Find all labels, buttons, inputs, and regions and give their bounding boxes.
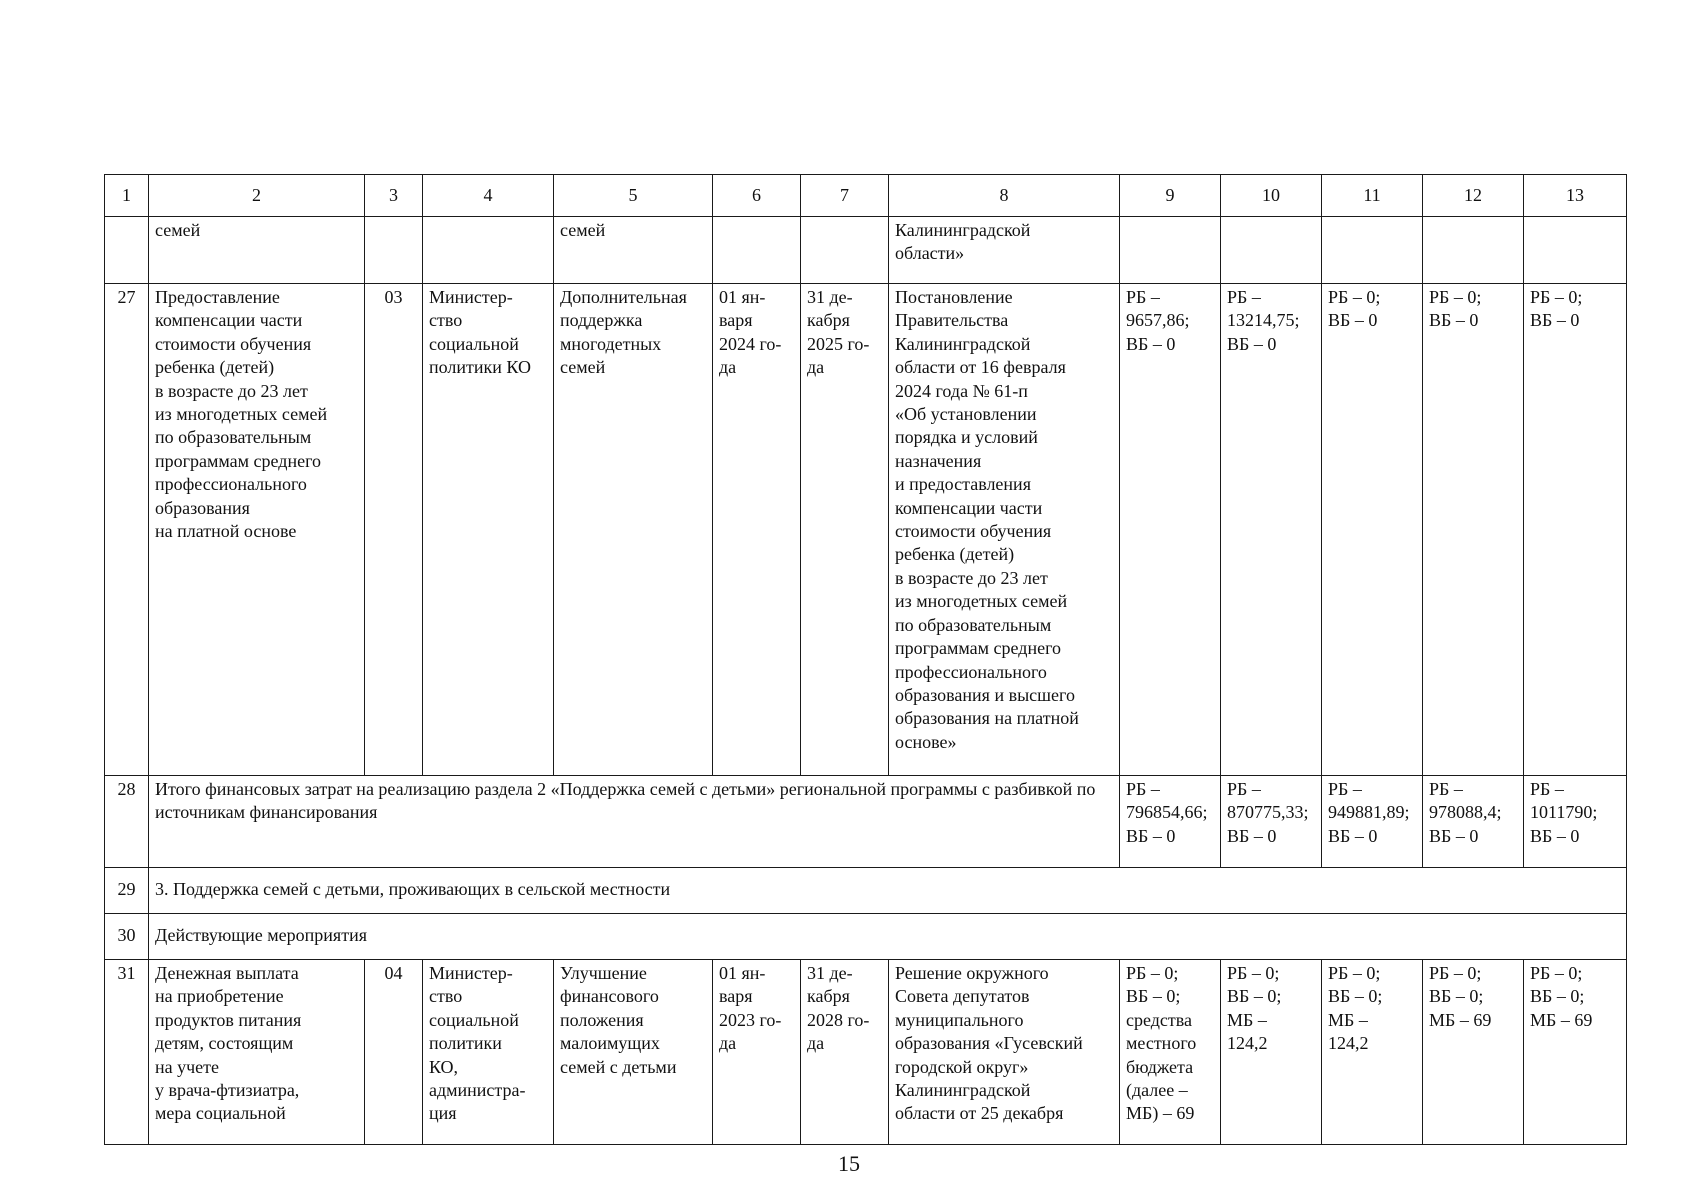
page-number: 15 [838,1151,860,1176]
cell-fin-9: РБ – 9657,86; ВБ – 0 [1120,284,1221,776]
cell-fin-13: РБ – 1011790; ВБ – 0 [1524,776,1627,868]
header-cell: 7 [801,175,889,217]
cell-fin-12: РБ – 0; ВБ – 0; МБ – 69 [1423,960,1524,1145]
cell-start: 01 ян- варя 2024 го- да [713,284,801,776]
cell-num [105,217,149,284]
header-cell: 9 [1120,175,1221,217]
cell-start: 01 ян- варя 2023 го- да [713,960,801,1145]
table-row-continuation [105,217,1627,284]
cell-goal: Дополнительная поддержка многодетных семей [554,284,713,776]
program-table [104,174,1627,1145]
cell-total-label: Итого финансовых затрат на реализацию раздела 2 «Поддержка семей с детьми» региональной программы с разбивкой по источникам финансирования [149,776,1120,868]
section-heading: 3. Поддержка семей с детьми, проживающих в сельской местности [149,868,1627,914]
header-cell: 5 [554,175,713,217]
cell-fin-9: РБ – 0; ВБ – 0; средства местного бюджета (далее – МБ) – 69 [1120,960,1221,1145]
cell-goal: семей [554,217,713,284]
cell-fin-10: РБ – 870775,33; ВБ – 0 [1221,776,1322,868]
cell-goal: Улучшение финансового положения малоимущих семей с детьми [554,960,713,1145]
cell-fin-9 [1120,217,1221,284]
cell-num: 29 [105,868,149,914]
cell-start [713,217,801,284]
header-cell: 13 [1524,175,1627,217]
cell-end [801,217,889,284]
header-cell: 11 [1322,175,1423,217]
cell-fin-13 [1524,217,1627,284]
header-cell: 8 [889,175,1120,217]
table-row-30 [105,914,1627,960]
cell-legal-act: Калининградской области» [889,217,1120,284]
cell-end: 31 де- кабря 2028 го- да [801,960,889,1145]
cell-code: 04 [365,960,423,1145]
cell-code [365,217,423,284]
cell-executor: Министер- ство социальной политики КО [423,284,554,776]
header-cell: 12 [1423,175,1524,217]
subsection-heading: Действующие мероприятия [149,914,1627,960]
cell-fin-11: РБ – 0; ВБ – 0; МБ – 124,2 [1322,960,1423,1145]
cell-fin-13: РБ – 0; ВБ – 0 [1524,284,1627,776]
cell-num: 27 [105,284,149,776]
cell-fin-10: РБ – 0; ВБ – 0; МБ – 124,2 [1221,960,1322,1145]
cell-fin-10: РБ – 13214,75; ВБ – 0 [1221,284,1322,776]
cell-end: 31 де- кабря 2025 го- да [801,284,889,776]
cell-legal-act: Постановление Правительства Калининградской области от 16 февраля 2024 года № 61-п «Об установлении порядка и условий назначения и предоставления компенсации части стоимости обучения ребенка (детей) в возрасте до 23 лет из многодетных семей по образовательным программам среднего профессионального образования и высшего образования на платной основе» [889,284,1120,776]
cell-fin-9: РБ – 796854,66; ВБ – 0 [1120,776,1221,868]
cell-executor [423,217,554,284]
cell-num: 30 [105,914,149,960]
table-row-28 [105,776,1627,868]
cell-fin-12: РБ – 0; ВБ – 0 [1423,284,1524,776]
cell-fin-13: РБ – 0; ВБ – 0; МБ – 69 [1524,960,1627,1145]
cell-fin-10 [1221,217,1322,284]
header-cell: 10 [1221,175,1322,217]
header-cell: 1 [105,175,149,217]
cell-name: семей [149,217,365,284]
header-cell: 2 [149,175,365,217]
table-row-31 [105,960,1627,1145]
cell-name: Предоставление компенсации части стоимости обучения ребенка (детей) в возрасте до 23 лет из многодетных семей по образовательным программам среднего профессионального образования на платной основе [149,284,365,776]
cell-num: 31 [105,960,149,1145]
cell-fin-12 [1423,217,1524,284]
table-row-27 [105,284,1627,776]
header-cell: 4 [423,175,554,217]
header-cell: 3 [365,175,423,217]
cell-fin-12: РБ – 978088,4; ВБ – 0 [1423,776,1524,868]
cell-fin-11: РБ – 949881,89; ВБ – 0 [1322,776,1423,868]
cell-fin-11 [1322,217,1423,284]
cell-executor: Министер- ство социальной политики КО, администра- ция [423,960,554,1145]
table-row-29 [105,868,1627,914]
cell-code: 03 [365,284,423,776]
cell-legal-act: Решение окружного Совета депутатов муниципального образования «Гусевский городской округ» Калининградской области от 25 декабря [889,960,1120,1145]
cell-fin-11: РБ – 0; ВБ – 0 [1322,284,1423,776]
cell-name: Денежная выплата на приобретение продуктов питания детям, состоящим на учете у врача-фтизиатра, мера социальной [149,960,365,1145]
cell-num: 28 [105,776,149,868]
header-row [105,175,1627,217]
header-cell: 6 [713,175,801,217]
